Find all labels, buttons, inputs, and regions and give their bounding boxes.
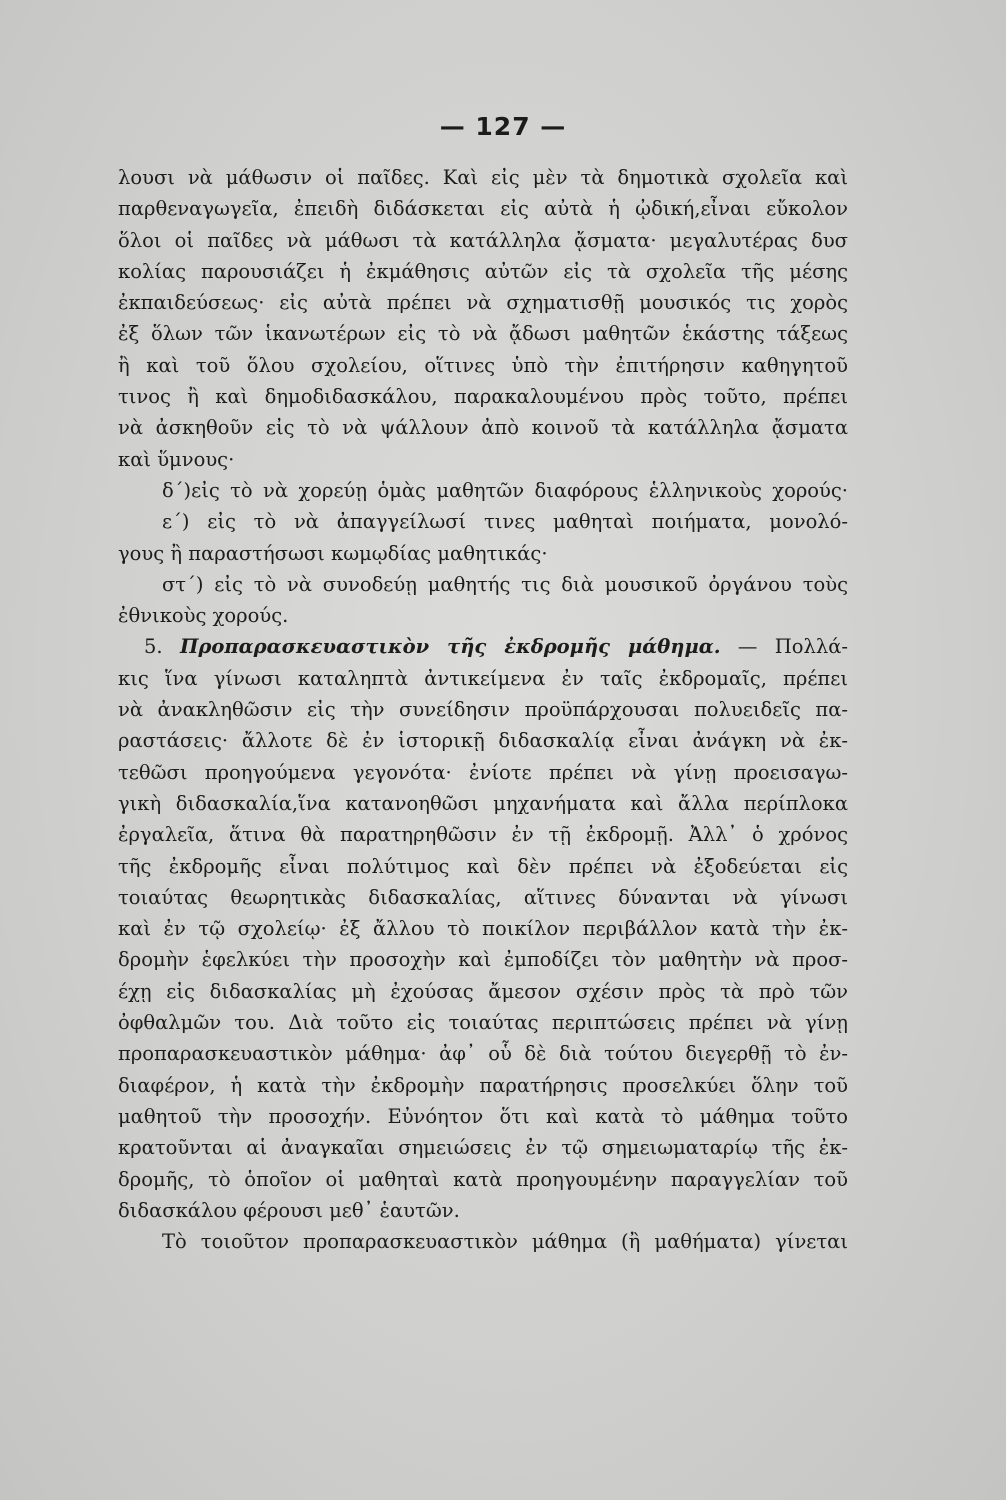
text-line: γικὴ διδασκαλία,ἵνα κατανοηθῶσι μηχανήματα καὶ ἄλλα περίπλοκα (118, 791, 848, 815)
section-title: Προπαρασκευαστικὸν τῆς ἐκδρομῆς μάθημα. (180, 635, 721, 659)
text-line: νὰ ἀσκηθοῦν εἰς τὸ νὰ ψάλλουν ἀπὸ κοινοῦ τὰ κατάλληλα ᾄσματα (118, 416, 848, 440)
text-line: διδασκάλου φέρουσι μεθ᾿ ἑαυτῶν. (118, 1198, 460, 1222)
text-line: τεθῶσι προηγούμενα γεγονότα· ἐνίοτε πρέπει νὰ γίνῃ προεισαγω- (118, 760, 848, 784)
text-line: τοιαύτας θεωρητικὰς διδασκαλίας, αἵτινες δύνανται νὰ γίνωσι (118, 885, 848, 909)
text-line: ε΄) εἰς τὸ νὰ ἀπαγγείλωσί τινες μαθηταὶ ποιήματα, μονολό- (162, 510, 848, 534)
body-text (118, 162, 848, 1257)
text-line: ἐργαλεῖα, ἅτινα θὰ παρατηρηθῶσιν ἐν τῇ ἐκδρομῇ. Ἀλλ᾿ ὁ χρόνος (118, 823, 848, 847)
text-line: ἢ καὶ τοῦ ὅλου σχολείου, οἵτινες ὑπὸ τὴν ἐπιτήρησιν καθηγητοῦ (118, 353, 848, 377)
text-line: ὀφθαλμῶν του. Διὰ τοῦτο εἰς τοιαύτας περιπτώσεις πρέπει νὰ γίνῃ (118, 1011, 848, 1035)
section-title-continuation: — Πολλά- (737, 635, 848, 659)
section-number: 5. (144, 635, 163, 659)
text-line: Τὸ τοιοῦτον προπαρασκευαστικὸν μάθημα (ἢ μαθήματα) γίνεται (162, 1230, 848, 1254)
paragraph-lines-top (118, 162, 848, 631)
text-line: στ΄) εἰς τὸ νὰ συνοδεύῃ μαθητής τις διὰ μουσικοῦ ὀργάνου τοὺς (162, 572, 848, 596)
text-line: δ΄)εἰς τὸ νὰ χορεύῃ ὁμὰς μαθητῶν διαφόρους ἑλληνικοὺς χορούς· (162, 478, 848, 502)
text-line: κολίας παρουσιάζει ἡ ἐκμάθησις αὐτῶν εἰς τὰ σχολεῖα τῆς μέσης (118, 259, 848, 283)
text-line: ἐξ ὅλων τῶν ἱκανωτέρων εἰς τὸ νὰ ᾄδωσι μαθητῶν ἑκάστης τάξεως (118, 322, 848, 346)
text-line: νὰ ἀνακληθῶσιν εἰς τὴν συνείδησιν προϋπάρχουσαι πολυειδεῖς πα- (118, 698, 848, 722)
text-line: γους ἢ παραστήσωσι κωμῳδίας μαθητικάς· (118, 541, 548, 565)
text-line: παρθεναγωγεῖα, ἐπειδὴ διδάσκεται εἰς αὐτὰ ἡ ᾠδική,εἶναι εὔκολον (118, 197, 848, 221)
text-line: τινος ἢ καὶ δημοδιδασκάλου, παρακαλουμένου πρὸς τοῦτο, πρέπει (118, 385, 848, 409)
paragraph-lines-bottom (118, 663, 848, 1258)
text-line: δρομῆς, τὸ ὁποῖον οἱ μαθηταὶ κατὰ προηγουμένην παραγγελίαν τοῦ (118, 1167, 848, 1191)
page-number: — 127 — (439, 112, 567, 141)
text-line: καὶ ὕμνους· (118, 447, 235, 471)
text-line: δρομὴν ἑφελκύει τὴν προσοχὴν καὶ ἐμποδίζει τὸν μαθητὴν νὰ προσ- (118, 948, 848, 972)
text-line: τῆς ἐκδρομῆς εἶναι πολύτιμος καὶ δὲν πρέπει νὰ ἐξοδεύεται εἰς (118, 854, 848, 878)
text-line: μαθητοῦ τὴν προσοχήν. Εὐνόητον ὅτι καὶ κατὰ τὸ μάθημα τοῦτο (118, 1104, 848, 1128)
text-line: ὅλοι οἱ παῖδες νὰ μάθωσι τὰ κατάλληλα ᾄσματα· μεγαλυτέρας δυσ (118, 228, 848, 252)
text-line: κις ἵνα γίνωσι καταληπτὰ ἀντικείμενα ἐν ταῖς ἐκδρομαῖς, πρέπει (118, 666, 848, 690)
text-line: κρατοῦνται αἱ ἀναγκαῖαι σημειώσεις ἐν τῷ σημειωματαρίῳ τῆς ἐκ- (118, 1136, 848, 1160)
text-line: ἐθνικοὺς χορούς. (118, 604, 289, 628)
text-line: διαφέρον, ἡ κατὰ τὴν ἐκδρομὴν παρατήρησις προσελκύει ὅλην τοῦ (118, 1073, 848, 1097)
text-line: λουσι νὰ μάθωσιν οἱ παῖδες. Καὶ εἰς μὲν τὰ δημοτικὰ σχολεῖα καὶ (118, 166, 848, 189)
text-line: προπαρασκευαστικὸν μάθημα· ἀφ᾿ οὗ δὲ διὰ τούτου διεγερθῇ τὸ ἐν- (118, 1042, 848, 1066)
text-line: καὶ ἐν τῷ σχολείῳ· ἐξ ἄλλου τὸ ποικίλον περιβάλλον κατὰ τὴν ἐκ- (118, 917, 848, 941)
section-heading-line (118, 631, 848, 662)
text-line: ραστάσεις· ἄλλοτε δὲ ἐν ἱστορικῇ διδασκαλίᾳ εἶναι ἀνάγκη νὰ ἐκ- (118, 729, 848, 753)
text-line: ἐκπαιδεύσεως· εἰς αὐτὰ πρέπει νὰ σχηματισθῇ μουσικός τις χορὸς (118, 291, 848, 315)
text-line: έχῃ εἰς διδασκαλίας μὴ ἐχούσας ἄμεσον σχέσιν πρὸς τὰ πρὸ τῶν (118, 979, 848, 1003)
